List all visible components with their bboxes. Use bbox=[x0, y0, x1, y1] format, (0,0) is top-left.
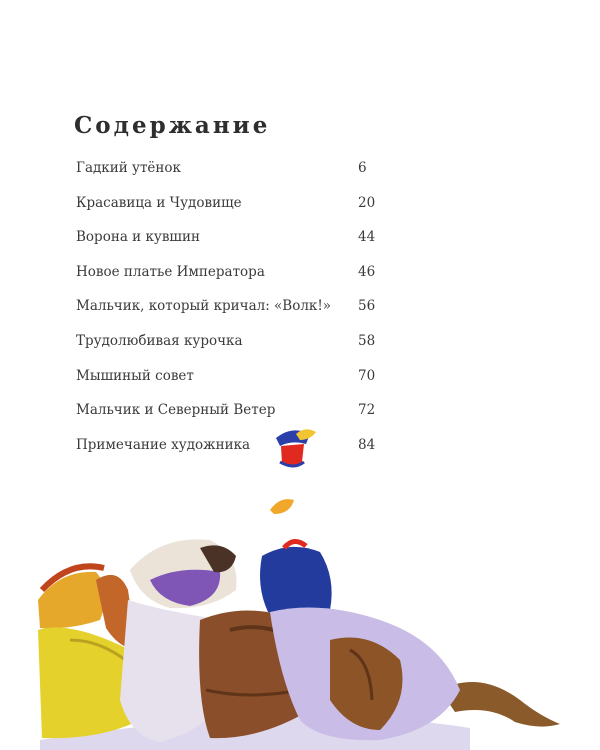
toc-entry-page: 84 bbox=[358, 436, 376, 453]
toc-entry-page: 46 bbox=[358, 263, 376, 280]
toc-entry-title: Красавица и Чудовище bbox=[76, 194, 242, 211]
toc-entry-title: Новое платье Императора bbox=[76, 263, 265, 280]
falling-leaf-illustration bbox=[270, 499, 294, 514]
toc-entry-page: 44 bbox=[358, 229, 376, 246]
toc-entry-page: 58 bbox=[358, 332, 376, 349]
toc-entry-page: 72 bbox=[358, 402, 376, 419]
toc-entry-page: 6 bbox=[358, 160, 367, 176]
toc-entry-page: 20 bbox=[358, 194, 376, 211]
toc-entry-title: Мальчик, который кричал: «Волк!» bbox=[76, 298, 332, 315]
toc-entry-title: Трудолюбивая курочка bbox=[76, 332, 243, 349]
toc-entry-page: 70 bbox=[358, 367, 376, 384]
toc-entry-page: 56 bbox=[358, 298, 376, 315]
toc-entry-title: Примечание художника bbox=[76, 436, 251, 453]
flying-hat-illustration bbox=[276, 429, 316, 466]
toc-entry-title: Мышиный совет bbox=[76, 367, 194, 384]
toc-entry-title: Мальчик и Северный Ветер bbox=[76, 402, 276, 419]
toc-entry-title: Гадкий утёнок bbox=[76, 160, 181, 176]
toc-entry-title: Ворона и кувшин bbox=[76, 229, 200, 246]
page-title: Содержание bbox=[74, 112, 271, 139]
